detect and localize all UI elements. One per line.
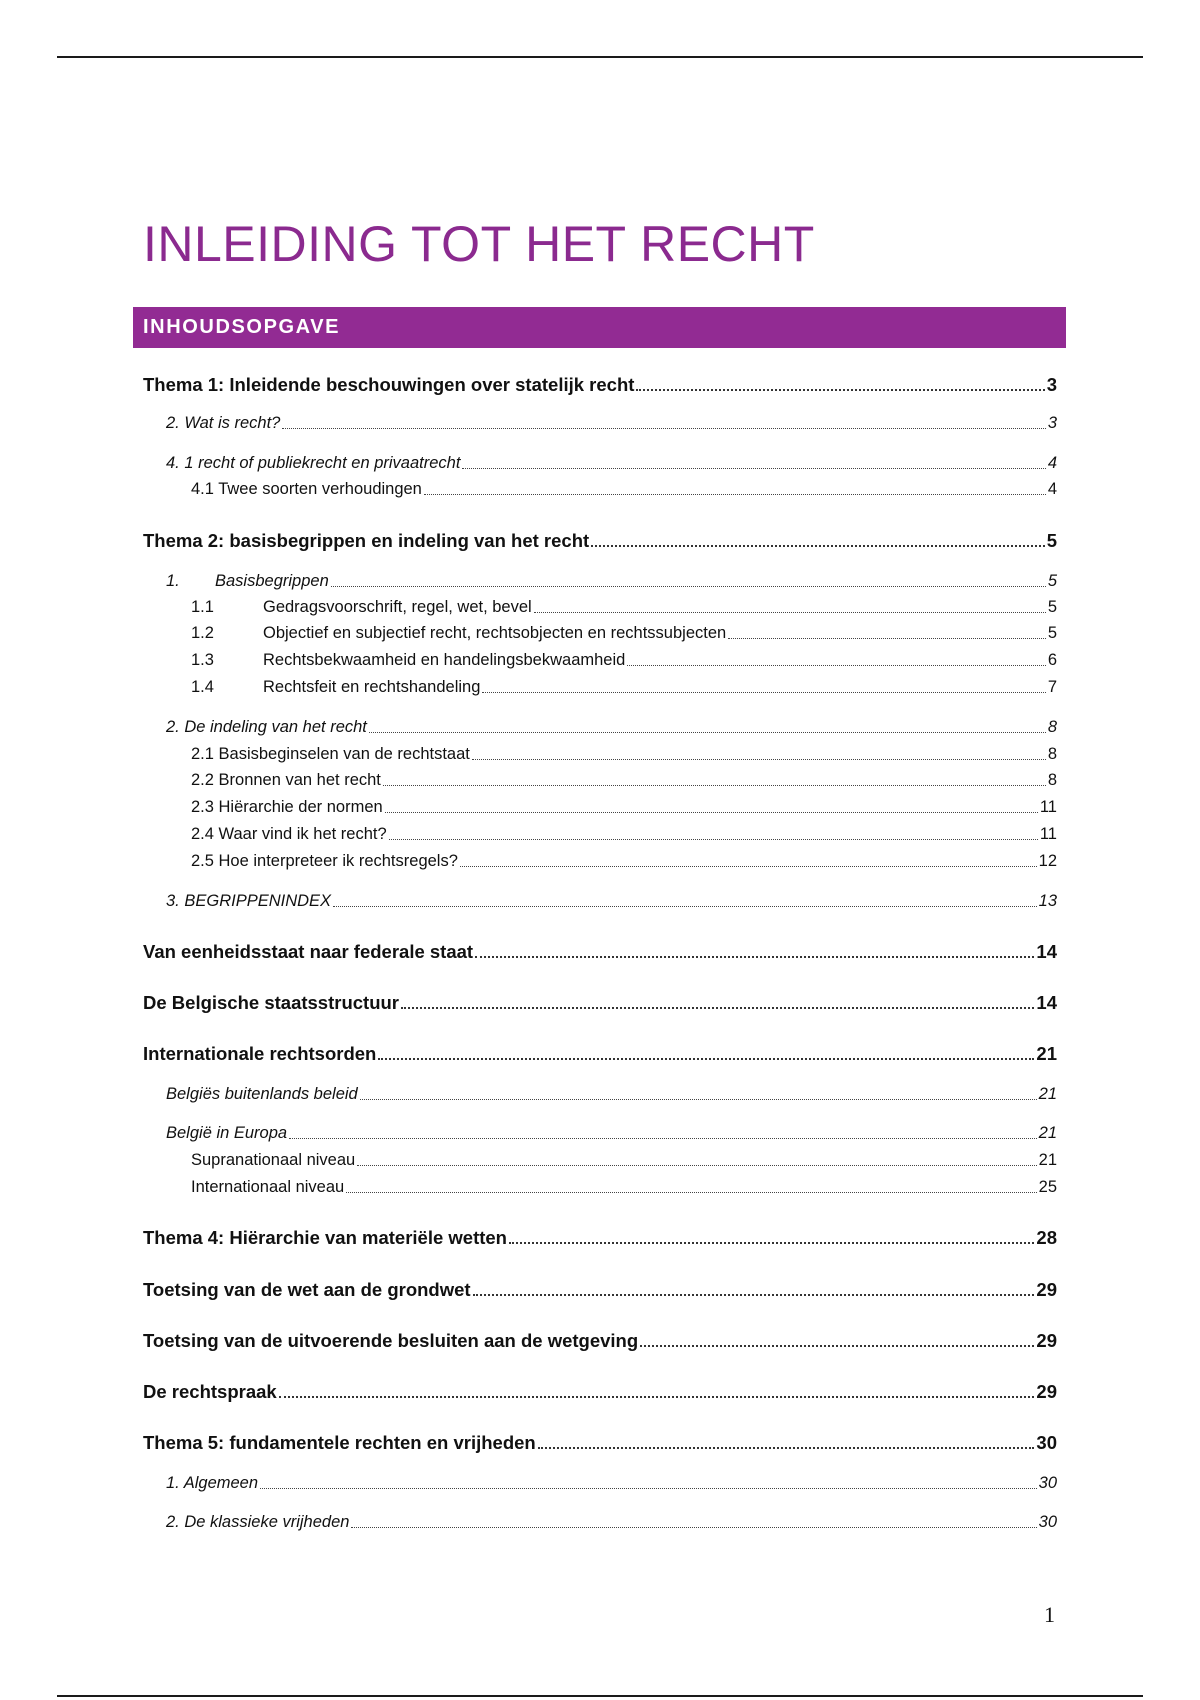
toc-entry[interactable]: Toetsing van de uitvoerende besluiten aan de wetgeving 29 bbox=[143, 1330, 1057, 1351]
toc-entry[interactable]: 4. 1 recht of publiekrecht en privaatrecht 4 bbox=[166, 454, 1057, 472]
toc-entry[interactable]: Internationaal niveau 25 bbox=[191, 1178, 1057, 1196]
toc-entry[interactable]: 2. De indeling van het recht 8 bbox=[166, 718, 1057, 736]
leader-dots bbox=[331, 586, 1046, 587]
leader-dots bbox=[385, 812, 1038, 813]
leader-dots bbox=[475, 956, 1034, 958]
leader-dots bbox=[333, 906, 1037, 907]
leader-dots bbox=[389, 839, 1038, 840]
leader-dots bbox=[383, 785, 1046, 786]
leader-dots bbox=[351, 1527, 1036, 1528]
page-number: 1 bbox=[1044, 1602, 1055, 1627]
leader-dots bbox=[279, 1396, 1035, 1398]
leader-dots bbox=[473, 1294, 1035, 1296]
leader-dots bbox=[728, 638, 1046, 639]
toc-entry[interactable]: 1. Basisbegrippen 5 bbox=[166, 572, 1057, 590]
leader-dots bbox=[509, 1242, 1034, 1244]
toc-entry[interactable]: 4.1 Twee soorten verhoudingen 4 bbox=[191, 480, 1057, 498]
toc-entry[interactable]: 1.1 Gedragsvoorschrift, regel, wet, bevel 5 bbox=[191, 598, 1057, 616]
toc-entry[interactable]: 1. Algemeen 30 bbox=[166, 1474, 1057, 1492]
toc-entry[interactable]: De rechtspraak 29 bbox=[143, 1381, 1057, 1402]
footer-rule bbox=[57, 1695, 1143, 1697]
toc-entry[interactable]: Belgiës buitenlands beleid 21 bbox=[166, 1085, 1057, 1103]
leader-dots bbox=[357, 1165, 1036, 1166]
leader-dots bbox=[591, 545, 1045, 547]
toc-entry[interactable]: Toetsing van de wet aan de grondwet 29 bbox=[143, 1279, 1057, 1300]
toc-entry[interactable]: 2. De klassieke vrijheden 30 bbox=[166, 1513, 1057, 1531]
document-title: INLEIDING TOT HET RECHT bbox=[143, 216, 815, 272]
toc-heading: INHOUDSOPGAVE bbox=[143, 316, 341, 338]
leader-dots bbox=[289, 1138, 1037, 1139]
toc-entry[interactable]: België in Europa 21 bbox=[166, 1124, 1057, 1142]
leader-dots bbox=[360, 1099, 1037, 1100]
toc-entry[interactable]: De Belgische staatsstructuur 14 bbox=[143, 992, 1057, 1013]
leader-dots bbox=[534, 612, 1046, 613]
leader-dots bbox=[282, 428, 1045, 429]
leader-dots bbox=[636, 389, 1044, 391]
leader-dots bbox=[462, 468, 1045, 469]
leader-dots bbox=[472, 759, 1046, 760]
toc-entry[interactable]: 3. BEGRIPPENINDEX 13 bbox=[166, 892, 1057, 910]
toc-entry[interactable]: 2.2 Bronnen van het recht 8 bbox=[191, 771, 1057, 789]
leader-dots bbox=[627, 665, 1045, 666]
toc-entry[interactable]: 1.2 Objectief en subjectief recht, rechtsobjecten en rechtssubjecten 5 bbox=[191, 624, 1057, 642]
toc-entry[interactable]: Thema 2: basisbegrippen en indeling van het recht 5 bbox=[143, 530, 1057, 551]
toc-entry[interactable]: Thema 5: fundamentele rechten en vrijheden 30 bbox=[143, 1432, 1057, 1453]
toc-entry[interactable]: Thema 4: Hiërarchie van materiële wetten 28 bbox=[143, 1227, 1057, 1248]
leader-dots bbox=[538, 1447, 1035, 1449]
toc-entry[interactable]: 1.4 Rechtsfeit en rechtshandeling 7 bbox=[191, 678, 1057, 696]
toc-entry[interactable]: 2.4 Waar vind ik het recht? 11 bbox=[191, 825, 1057, 843]
toc-entry[interactable]: 2.3 Hiërarchie der normen 11 bbox=[191, 798, 1057, 816]
toc-entry[interactable]: Thema 1: Inleidende beschouwingen over statelijk recht 3 bbox=[143, 374, 1057, 395]
toc-entry[interactable]: 1.3 Rechtsbekwaamheid en handelingsbekwaamheid 6 bbox=[191, 651, 1057, 669]
leader-dots bbox=[482, 692, 1045, 693]
leader-dots bbox=[401, 1007, 1034, 1009]
leader-dots bbox=[640, 1345, 1034, 1347]
leader-dots bbox=[378, 1058, 1034, 1060]
leader-dots bbox=[369, 732, 1046, 733]
toc-entry[interactable]: 2.1 Basisbeginselen van de rechtstaat 8 bbox=[191, 745, 1057, 763]
leader-dots bbox=[346, 1192, 1036, 1193]
toc-entry[interactable]: Supranationaal niveau 21 bbox=[191, 1151, 1057, 1169]
toc-entry[interactable]: 2. Wat is recht? 3 bbox=[166, 414, 1057, 432]
leader-dots bbox=[424, 494, 1046, 495]
toc-entry[interactable]: Van eenheidsstaat naar federale staat 14 bbox=[143, 941, 1057, 962]
toc-entry[interactable]: Internationale rechtsorden 21 bbox=[143, 1043, 1057, 1064]
leader-dots bbox=[460, 866, 1037, 867]
leader-dots bbox=[260, 1488, 1037, 1489]
toc-entry[interactable]: 2.5 Hoe interpreteer ik rechtsregels? 12 bbox=[191, 852, 1057, 870]
